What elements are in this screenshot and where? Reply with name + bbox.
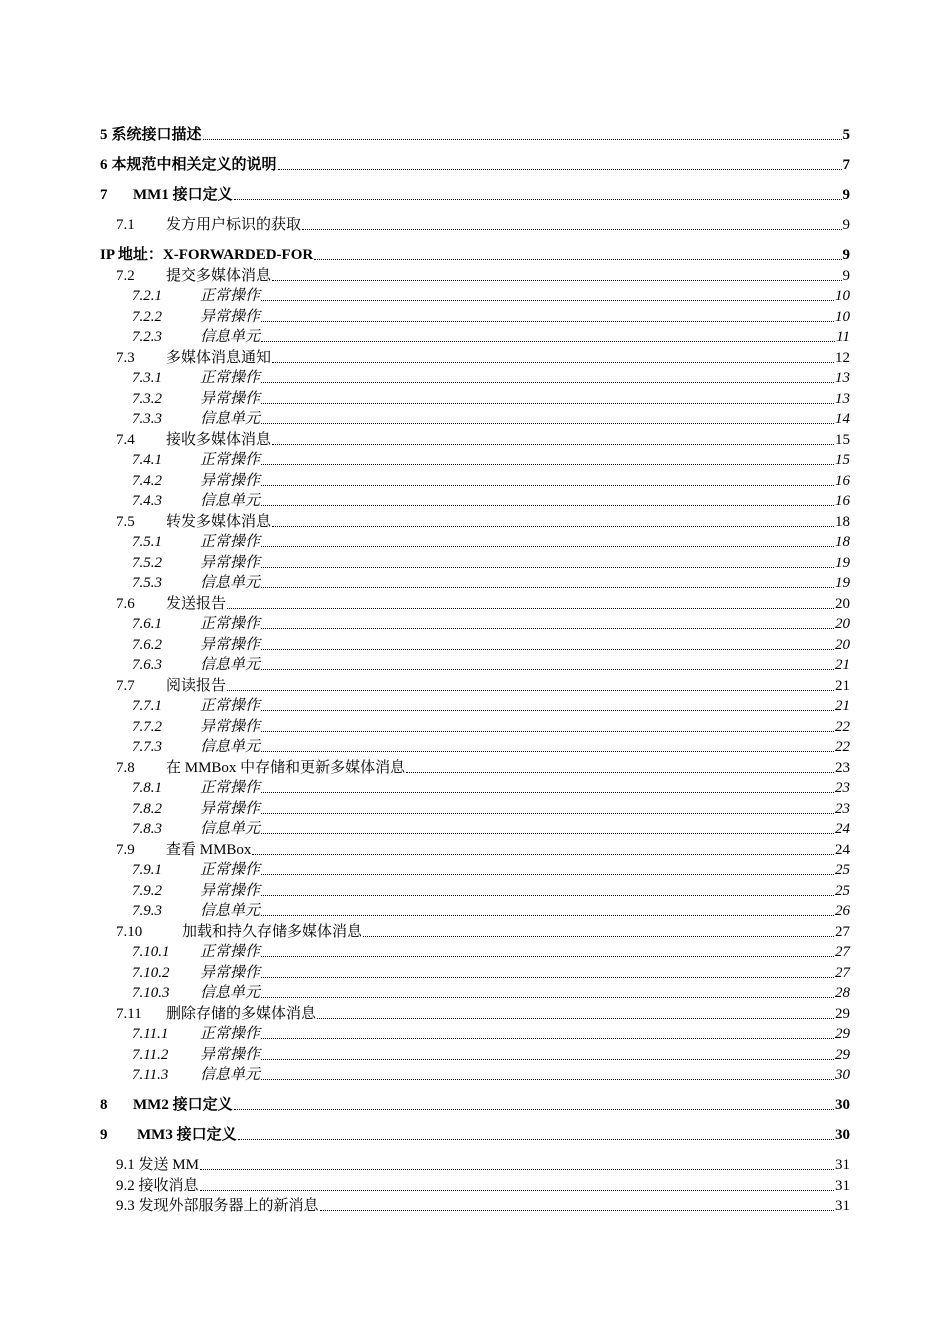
- toc-entry-number: 8: [100, 1097, 108, 1113]
- toc-entry[interactable]: [0, 428, 950, 449]
- toc-entry[interactable]: [0, 1195, 950, 1216]
- toc-entry-number: 7.9.3: [132, 903, 162, 919]
- dot-leader: [261, 423, 834, 424]
- toc-entry-content: [100, 1126, 850, 1144]
- toc-entry-title: 异常操作: [200, 554, 261, 571]
- dot-leader: [261, 485, 834, 486]
- toc-entry-title: 信息单元: [200, 657, 261, 673]
- toc-entry-title: IP 地址：X-FORWARDED-FOR: [100, 247, 314, 263]
- dot-leader: [261, 813, 834, 814]
- toc-entry-title: 正常操作: [200, 452, 261, 468]
- toc-entry-page-number: 7: [842, 157, 850, 173]
- toc-entry-content: [132, 718, 850, 736]
- toc-entry-number: 7.8: [116, 759, 135, 776]
- toc-entry-number: 7.6.2: [132, 636, 162, 653]
- toc-entry-page-number: 18: [835, 513, 850, 530]
- toc-entry-page-number: 20: [835, 636, 850, 653]
- toc-entry-title: 转发多媒体消息: [166, 513, 272, 530]
- toc-entry-title: 查看 MMBox: [166, 841, 252, 858]
- toc-entry[interactable]: [0, 633, 950, 654]
- dot-leader: [252, 854, 834, 855]
- toc-entry-content: [132, 738, 850, 756]
- toc-entry-title: 信息单元: [200, 985, 261, 1001]
- toc-entry-title: 正常操作: [200, 944, 261, 960]
- toc-entry[interactable]: [0, 715, 950, 736]
- toc-entry[interactable]: [0, 1023, 950, 1044]
- toc-entry-number: 7: [100, 187, 108, 203]
- toc-entry-content: [100, 1096, 850, 1114]
- toc-entry-page-number: 24: [835, 841, 850, 858]
- toc-entry[interactable]: [0, 1174, 950, 1195]
- toc-entry-title: MM3 接口定义: [137, 1127, 237, 1143]
- toc-entry[interactable]: [0, 531, 950, 552]
- toc-entry-content: [132, 369, 850, 387]
- toc-entry-page-number: 29: [835, 1005, 850, 1022]
- toc-entry-title: 信息单元: [200, 739, 261, 755]
- toc-entry[interactable]: [0, 551, 950, 572]
- dot-leader: [261, 1038, 834, 1039]
- dot-leader: [261, 669, 834, 670]
- toc-entry-page-number: 15: [835, 452, 850, 468]
- dot-leader: [261, 587, 834, 588]
- toc-entry-content: [116, 431, 850, 449]
- toc-entry-content: [116, 513, 850, 531]
- toc-entry-title: 信息单元: [200, 903, 261, 919]
- dot-leader: [261, 997, 834, 998]
- dot-leader: [261, 628, 834, 629]
- toc-entry[interactable]: [0, 1084, 950, 1114]
- toc-entry-number: 7.7.3: [132, 739, 162, 755]
- dot-leader: [302, 229, 841, 230]
- toc-entry[interactable]: [0, 469, 950, 490]
- toc-entry-content: [132, 1066, 850, 1084]
- toc-entry[interactable]: [0, 900, 950, 921]
- toc-entry-title: 加载和持久存储多媒体消息: [182, 923, 363, 940]
- toc-entry-title: 异常操作: [200, 882, 261, 899]
- toc-entry[interactable]: [0, 654, 950, 675]
- toc-entry[interactable]: [0, 144, 950, 174]
- toc-entry-title: 异常操作: [200, 390, 261, 407]
- toc-entry-number: 7.6.3: [132, 657, 162, 673]
- toc-entry-content: [132, 1025, 850, 1043]
- toc-entry[interactable]: [0, 234, 950, 264]
- toc-entry-title: MM2 接口定义: [133, 1097, 233, 1113]
- toc-entry-content: [116, 677, 850, 695]
- toc-entry-number: 9.2 接收消息: [116, 1177, 199, 1194]
- toc-entry-content: [100, 246, 850, 264]
- toc-entry-page-number: 23: [835, 780, 850, 796]
- toc-entry-number: 7.8.1: [132, 780, 162, 796]
- toc-entry-page-number: 18: [835, 534, 850, 550]
- toc-entry-title: 提交多媒体消息: [166, 267, 272, 284]
- dot-leader: [261, 403, 834, 404]
- toc-entry-content: [132, 636, 850, 654]
- toc-entry-page-number: 16: [835, 493, 850, 509]
- toc-entry-page-number: 12: [835, 349, 850, 366]
- toc-entry-content: [116, 1177, 850, 1195]
- toc-entry-title: MM1 接口定义: [133, 187, 233, 203]
- toc-entry[interactable]: [0, 1002, 950, 1023]
- toc-entry-number: 7.10.3: [132, 985, 170, 1001]
- toc-entry-title: 异常操作: [200, 308, 261, 325]
- toc-entry-number: 9.1 发送 MM: [116, 1157, 199, 1173]
- toc-entry-number: 7.5: [116, 513, 135, 530]
- toc-entry-content: [132, 287, 850, 305]
- toc-entry-page-number: 28: [835, 985, 850, 1001]
- toc-entry[interactable]: [0, 367, 950, 388]
- toc-entry[interactable]: [0, 449, 950, 470]
- dot-leader: [261, 731, 834, 732]
- toc-entry-title: 信息单元: [200, 1067, 261, 1083]
- toc-entry-number: 7.8.2: [132, 800, 162, 817]
- toc-entry-page-number: 27: [835, 964, 850, 981]
- toc-entry-number: 7.4.2: [132, 472, 162, 489]
- toc-entry[interactable]: [0, 346, 950, 367]
- toc-entry[interactable]: [0, 572, 950, 593]
- dot-leader: [261, 649, 834, 650]
- toc-entry-content: [132, 697, 850, 715]
- toc-entry[interactable]: [0, 285, 950, 306]
- toc-entry[interactable]: [0, 674, 950, 695]
- toc-entry-content: [132, 964, 850, 982]
- toc-entry-content: [132, 861, 850, 879]
- toc-entry-number: 7.2.2: [132, 308, 162, 325]
- toc-entry[interactable]: [0, 326, 950, 347]
- dot-leader: [227, 690, 834, 691]
- toc-entry-title: 异常操作: [200, 718, 261, 735]
- toc-entry-number: 7.5.2: [132, 554, 162, 571]
- toc-entry-number: 7.1: [116, 217, 135, 233]
- toc-entry-content: [116, 1005, 850, 1023]
- dot-leader: [363, 936, 834, 937]
- dot-leader: [234, 1109, 834, 1110]
- toc-entry-content: [132, 615, 850, 633]
- dot-leader: [272, 362, 834, 363]
- dot-leader: [261, 1079, 834, 1080]
- toc-entry-number: 7.6.1: [132, 616, 162, 632]
- toc-entry-page-number: 24: [835, 821, 850, 837]
- toc-entry-page-number: 31: [835, 1198, 850, 1214]
- toc-entry-page-number: 29: [835, 1046, 850, 1063]
- toc-entry-content: [116, 216, 850, 234]
- toc-entry-content: [132, 820, 850, 838]
- toc-entry-page-number: 5: [842, 127, 850, 143]
- toc-entry[interactable]: [0, 695, 950, 716]
- toc-entry-number: 6: [100, 157, 108, 173]
- toc-entry-number: 7.8.3: [132, 821, 162, 837]
- toc-entry[interactable]: [0, 204, 950, 234]
- toc-entry-page-number: 22: [835, 718, 850, 735]
- dot-leader: [272, 280, 841, 281]
- toc-entry-page-number: 21: [835, 657, 850, 673]
- toc-entry-content: [116, 923, 850, 941]
- toc-entry-page-number: 11: [836, 329, 850, 345]
- toc-entry-page-number: 29: [835, 1026, 850, 1042]
- toc-entry-page-number: 23: [835, 800, 850, 817]
- toc-entry[interactable]: [0, 859, 950, 880]
- toc-entry[interactable]: [0, 510, 950, 531]
- toc-entry-number: 7.11.2: [132, 1046, 169, 1063]
- toc-entry[interactable]: [0, 305, 950, 326]
- toc-entry[interactable]: [0, 387, 950, 408]
- toc-entry[interactable]: [0, 818, 950, 839]
- toc-entry-content: [100, 126, 850, 144]
- toc-entry-title: 发送报告: [166, 595, 227, 612]
- toc-entry-number: 7.11.3: [132, 1067, 169, 1083]
- toc-entry-page-number: 13: [835, 370, 850, 386]
- dot-leader: [317, 1018, 834, 1019]
- toc-entry-content: [132, 882, 850, 900]
- toc-entry-page-number: 20: [835, 616, 850, 632]
- toc-entry-content: [132, 492, 850, 510]
- toc-entry-number: 9.3 发现外部服务器上的新消息: [116, 1198, 319, 1214]
- toc-entry-number: 7.6: [116, 595, 135, 612]
- toc-entry-page-number: 10: [835, 308, 850, 325]
- toc-entry-page-number: 21: [835, 698, 850, 714]
- toc-entry-number: 7.10.2: [132, 964, 170, 981]
- toc-entry-title: 信息单元: [200, 493, 261, 509]
- toc-entry-content: [132, 472, 850, 490]
- dot-leader: [261, 956, 834, 957]
- toc-entry-page-number: 23: [835, 759, 850, 776]
- toc-entry-page-number: 9: [842, 187, 850, 203]
- dot-leader: [261, 567, 834, 568]
- toc-entry-number: 7.2.3: [132, 329, 162, 345]
- toc-entry-title: 正常操作: [200, 370, 261, 386]
- toc-entry-content: [132, 943, 850, 961]
- dot-leader: [261, 464, 834, 465]
- toc-entry-content: [132, 656, 850, 674]
- toc-entry-number: 7.3.1: [132, 370, 162, 386]
- toc-entry-number: 7.7.1: [132, 698, 162, 714]
- toc-entry-content: [116, 267, 850, 285]
- toc-entry-title: 在 MMBox 中存储和更新多媒体消息: [166, 759, 406, 776]
- table-of-contents: [0, 114, 950, 1215]
- dot-leader: [320, 1210, 834, 1211]
- toc-entry-number: 7.3.3: [132, 411, 162, 427]
- toc-entry-title: 信息单元: [200, 821, 261, 837]
- dot-leader: [261, 977, 834, 978]
- dot-leader: [261, 915, 834, 916]
- toc-entry-title: 异常操作: [200, 636, 261, 653]
- toc-entry[interactable]: [0, 1064, 950, 1085]
- dot-leader: [203, 139, 842, 140]
- toc-entry[interactable]: [0, 838, 950, 859]
- toc-entry-content: [132, 902, 850, 920]
- toc-entry-page-number: 19: [835, 554, 850, 571]
- toc-entry[interactable]: [0, 797, 950, 818]
- toc-entry-page-number: 25: [835, 882, 850, 899]
- toc-entry[interactable]: [0, 613, 950, 634]
- toc-entry-content: [132, 308, 850, 326]
- toc-entry-page-number: 13: [835, 390, 850, 407]
- toc-entry-number: 7.2.1: [132, 288, 162, 304]
- toc-entry-page-number: 27: [835, 944, 850, 960]
- toc-entry[interactable]: [0, 756, 950, 777]
- toc-entry-number: 7.3: [116, 349, 135, 366]
- toc-entry[interactable]: [0, 114, 950, 144]
- toc-entry[interactable]: [0, 490, 950, 511]
- dot-leader: [272, 526, 834, 527]
- dot-leader: [227, 608, 834, 609]
- toc-entry-page-number: 15: [835, 431, 850, 448]
- toc-entry-number: 7.11.1: [132, 1026, 169, 1042]
- toc-entry-content: [132, 984, 850, 1002]
- toc-entry[interactable]: [0, 408, 950, 429]
- toc-entry-title: 正常操作: [200, 616, 261, 632]
- toc-entry-content: [132, 451, 850, 469]
- toc-entry-page-number: 31: [835, 1177, 850, 1194]
- toc-entry-page-number: 9: [842, 217, 850, 233]
- toc-entry-page-number: 30: [835, 1067, 850, 1083]
- dot-leader: [261, 874, 834, 875]
- toc-entry-page-number: 25: [835, 862, 850, 878]
- toc-entry[interactable]: [0, 920, 950, 941]
- dot-leader: [406, 772, 834, 773]
- dot-leader: [261, 751, 834, 752]
- toc-entry-title: 信息单元: [200, 411, 261, 427]
- dot-leader: [261, 833, 834, 834]
- toc-entry-content: [116, 349, 850, 367]
- toc-entry-number: 7.9: [116, 841, 135, 858]
- toc-entry-number: 7.4.3: [132, 493, 162, 509]
- toc-entry-title: 多媒体消息通知: [166, 349, 272, 366]
- toc-entry[interactable]: [0, 592, 950, 613]
- toc-entry-page-number: 21: [835, 677, 850, 694]
- toc-entry-content: [116, 1156, 850, 1174]
- toc-entry-page-number: 31: [835, 1157, 850, 1173]
- toc-entry-title: 发方用户标识的获取: [166, 217, 302, 233]
- toc-entry[interactable]: [0, 1043, 950, 1064]
- dot-leader: [261, 300, 834, 301]
- toc-entry-number: 7.10: [116, 923, 143, 940]
- toc-entry-number: 7.5.3: [132, 575, 162, 591]
- toc-entry-content: [116, 595, 850, 613]
- dot-leader: [261, 1059, 834, 1060]
- toc-entry-title: 正常操作: [200, 780, 261, 796]
- toc-entry-content: [132, 328, 850, 346]
- toc-entry-number: 7.7: [116, 677, 135, 694]
- dot-leader: [314, 259, 841, 260]
- toc-entry-content: [100, 186, 850, 204]
- toc-entry-title: 异常操作: [200, 964, 261, 981]
- dot-leader: [261, 792, 834, 793]
- toc-entry-title: 正常操作: [200, 862, 261, 878]
- toc-entry[interactable]: [0, 264, 950, 285]
- toc-entry-content: [132, 779, 850, 797]
- toc-entry-content: [116, 759, 850, 777]
- toc-entry-title: 正常操作: [200, 698, 261, 714]
- toc-entry-title: 系统接口描述: [111, 127, 202, 143]
- toc-entry-number: 7.4.1: [132, 452, 162, 468]
- toc-entry-title: 正常操作: [200, 1026, 261, 1042]
- toc-entry-number: 7.9.2: [132, 882, 162, 899]
- toc-entry[interactable]: [0, 961, 950, 982]
- toc-entry-title: 本规范中相关定义的说明: [111, 157, 277, 173]
- toc-entry-content: [132, 410, 850, 428]
- toc-entry-number: 7.11: [116, 1005, 142, 1022]
- toc-entry-content: [132, 390, 850, 408]
- toc-entry-title: 异常操作: [200, 800, 261, 817]
- toc-entry[interactable]: [0, 777, 950, 798]
- dot-leader: [200, 1190, 834, 1191]
- toc-entry-number: 5: [100, 127, 108, 143]
- toc-entry-number: 7.4: [116, 431, 135, 448]
- toc-entry-content: [132, 1046, 850, 1064]
- toc-entry-page-number: 14: [835, 411, 850, 427]
- toc-entry-title: 删除存储的多媒体消息: [166, 1005, 317, 1022]
- toc-entry-number: 7.10.1: [132, 944, 170, 960]
- dot-leader: [278, 169, 842, 170]
- toc-entry-page-number: 19: [835, 575, 850, 591]
- toc-entry[interactable]: [0, 736, 950, 757]
- toc-entry-title: 正常操作: [200, 288, 261, 304]
- toc-entry-page-number: 9: [842, 267, 850, 284]
- dot-leader: [261, 382, 834, 383]
- toc-entry[interactable]: [0, 941, 950, 962]
- toc-entry-page-number: 30: [835, 1127, 850, 1143]
- toc-entry-title: 正常操作: [200, 534, 261, 550]
- toc-entry-title: 异常操作: [200, 1046, 261, 1063]
- toc-entry-page-number: 27: [835, 923, 850, 940]
- toc-entry-number: 9: [100, 1127, 108, 1143]
- toc-entry-number: 7.3.2: [132, 390, 162, 407]
- toc-entry-page-number: 26: [835, 903, 850, 919]
- dot-leader: [261, 341, 835, 342]
- toc-entry-page-number: 10: [835, 288, 850, 304]
- toc-entry-title: 阅读报告: [166, 677, 227, 694]
- toc-entry[interactable]: [0, 879, 950, 900]
- toc-entry-number: 7.5.1: [132, 534, 162, 550]
- toc-entry-page-number: 20: [835, 595, 850, 612]
- dot-leader: [261, 321, 834, 322]
- toc-entry-number: 7.2: [116, 267, 135, 284]
- toc-entry-page-number: 30: [835, 1097, 850, 1113]
- toc-entry-page-number: 9: [842, 247, 850, 263]
- toc-entry[interactable]: [0, 1144, 950, 1174]
- toc-entry[interactable]: [0, 982, 950, 1003]
- toc-entry[interactable]: [0, 174, 950, 204]
- toc-entry-page-number: 16: [835, 472, 850, 489]
- dot-leader: [272, 444, 834, 445]
- dot-leader: [200, 1169, 834, 1170]
- toc-entry-content: [116, 1197, 850, 1215]
- dot-leader: [238, 1139, 834, 1140]
- dot-leader: [261, 505, 834, 506]
- toc-entry-title: 异常操作: [200, 472, 261, 489]
- toc-entry-content: [132, 574, 850, 592]
- toc-entry[interactable]: [0, 1114, 950, 1144]
- toc-entry-title: 接收多媒体消息: [166, 431, 272, 448]
- toc-entry-page-number: 22: [835, 739, 850, 755]
- dot-leader: [261, 710, 834, 711]
- dot-leader: [234, 199, 842, 200]
- toc-entry-content: [116, 841, 850, 859]
- dot-leader: [261, 895, 834, 896]
- toc-entry-content: [132, 554, 850, 572]
- toc-entry-number: 7.9.1: [132, 862, 162, 878]
- toc-entry-content: [132, 533, 850, 551]
- dot-leader: [261, 546, 834, 547]
- toc-entry-title: 信息单元: [200, 329, 261, 345]
- toc-entry-number: 7.7.2: [132, 718, 162, 735]
- toc-entry-content: [132, 800, 850, 818]
- toc-entry-content: [100, 156, 850, 174]
- toc-entry-title: 信息单元: [200, 575, 261, 591]
